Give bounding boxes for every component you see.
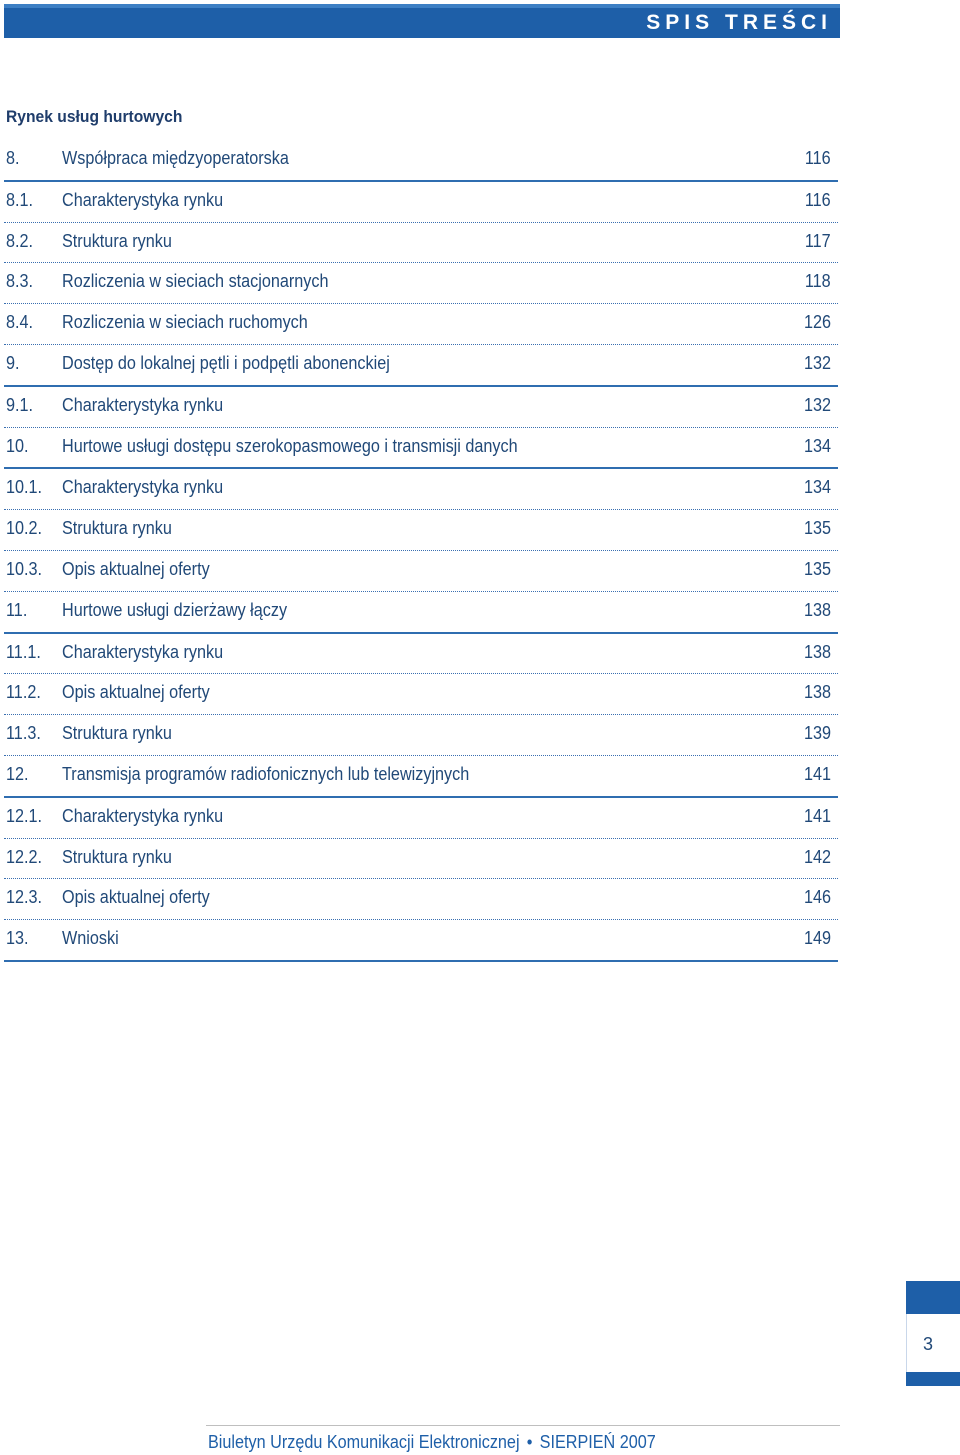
toc-entry-number: 12.2.: [6, 846, 43, 867]
toc-entry[interactable]: [4, 879, 838, 920]
footer: [208, 1432, 656, 1453]
toc-entry-title: Hurtowe usługi dostępu szerokopasmowego i transmisji danych: [62, 435, 518, 456]
toc-entry-page: 116: [805, 148, 831, 168]
toc-entry-page: 138: [803, 641, 831, 662]
toc-entry[interactable]: [4, 634, 838, 675]
toc-entry-page: 117: [805, 230, 831, 251]
toc-entry-page: 141: [803, 763, 831, 784]
toc-entry-title: Charakterystyka rynku: [62, 641, 224, 662]
toc-entry-title: Struktura rynku: [62, 846, 172, 867]
toc-entry-title: Hurtowe usługi dzierżawy łączy: [62, 599, 288, 620]
toc-entry[interactable]: [4, 674, 838, 715]
toc-entry-page: 138: [803, 682, 831, 703]
toc-entry[interactable]: [4, 345, 838, 387]
toc-entry-number: 8.3.: [6, 271, 34, 292]
toc-entry-number: 8.1.: [6, 189, 34, 210]
toc-entry-page: 118: [805, 271, 831, 292]
toc-entry[interactable]: [4, 223, 838, 264]
toc-entry-page: 132: [803, 394, 831, 415]
toc-entry-number: 9.1.: [6, 394, 34, 415]
toc-entry-number: 8.2.: [6, 230, 34, 251]
toc-entry-number: 10.1.: [6, 477, 43, 498]
toc-entry-number: 11.1.: [6, 641, 41, 662]
toc-entry-title: Wnioski: [62, 928, 119, 949]
header-title: SPIS TREŚCI: [646, 11, 832, 34]
toc-entry-number: 8.4.: [6, 312, 34, 333]
toc-entry-number: 10.3.: [6, 558, 43, 579]
toc-entry[interactable]: [4, 715, 838, 756]
toc-entry-number: 13.: [6, 928, 29, 949]
footer-separator: •: [526, 1432, 533, 1452]
toc-entry[interactable]: [4, 592, 838, 634]
footer-publication: Biuletyn Urzędu Komunikacji Elektronicznej: [208, 1432, 520, 1452]
toc-entry-page: 138: [803, 599, 831, 620]
toc-entry[interactable]: [4, 428, 838, 470]
toc-entry-number: 8.: [6, 148, 20, 168]
toc-entry-title: Charakterystyka rynku: [62, 189, 224, 210]
toc-entry[interactable]: [4, 510, 838, 551]
toc-entry-page: 134: [803, 435, 831, 456]
toc-entry-number: 10.2.: [6, 518, 43, 539]
toc-entry-title: Transmisja programów radiofonicznych lub telewizyjnych: [62, 763, 470, 784]
toc-entry[interactable]: [4, 798, 838, 839]
table-of-contents: [4, 140, 838, 962]
toc-entry-page: 146: [803, 887, 831, 908]
toc-entry-title: Opis aktualnej oferty: [62, 558, 210, 579]
footer-rule: [206, 1425, 840, 1426]
toc-entry[interactable]: [4, 304, 838, 345]
toc-entry-number: 9.: [6, 352, 20, 373]
toc-entry-number: 11.: [6, 599, 28, 620]
toc-entry-title: Struktura rynku: [62, 230, 172, 251]
toc-entry-number: 12.1.: [6, 805, 43, 826]
toc-entry-number: 11.2.: [6, 682, 41, 703]
toc-entry[interactable]: [4, 263, 838, 304]
toc-entry-page: 116: [805, 189, 831, 210]
toc-entry-page: 135: [803, 518, 831, 539]
toc-entry-number: 12.3.: [6, 887, 43, 908]
toc-entry-title: Charakterystyka rynku: [62, 394, 224, 415]
side-tab-bottom: [906, 1372, 960, 1386]
header-bar: [4, 4, 840, 38]
toc-entry[interactable]: [4, 387, 838, 428]
toc-entry-title: Opis aktualnej oferty: [62, 682, 210, 703]
toc-entry-title: Struktura rynku: [62, 518, 172, 539]
toc-entry-title: Charakterystyka rynku: [62, 477, 224, 498]
toc-entry-number: 11.3.: [6, 723, 41, 744]
toc-entry[interactable]: [4, 182, 838, 223]
side-tab-top: [906, 1281, 960, 1314]
page-number: 3: [922, 1334, 933, 1354]
toc-entry[interactable]: [4, 839, 838, 880]
toc-entry-page: 126: [803, 312, 831, 333]
toc-entry[interactable]: [4, 469, 838, 510]
toc-entry-title: Dostęp do lokalnej pętli i podpętli abonenckiej: [62, 352, 390, 373]
toc-entry-title: Struktura rynku: [62, 723, 172, 744]
toc-entry-page: 134: [803, 477, 831, 498]
toc-entry-number: 10.: [6, 435, 29, 456]
toc-entry-page: 142: [803, 846, 831, 867]
toc-entry[interactable]: [4, 756, 838, 798]
toc-entry-page: 141: [803, 805, 831, 826]
toc-entry-title: Rozliczenia w sieciach ruchomych: [62, 312, 308, 333]
footer-date: SIERPIEŃ 2007: [539, 1432, 656, 1452]
section-title: Rynek usług hurtowych: [6, 107, 183, 126]
toc-entry-title: Współpraca międzyoperatorska: [62, 148, 289, 168]
toc-entry-page: 139: [803, 723, 831, 744]
toc-entry-title: Charakterystyka rynku: [62, 805, 224, 826]
toc-entry-title: Opis aktualnej oferty: [62, 887, 210, 908]
toc-entry[interactable]: [4, 551, 838, 592]
toc-entry-number: 12.: [6, 763, 29, 784]
toc-entry-title: Rozliczenia w sieciach stacjonarnych: [62, 271, 329, 292]
header-bar-highlight: [4, 4, 840, 8]
toc-entry[interactable]: [4, 920, 838, 962]
toc-entry-page: 149: [803, 928, 831, 949]
toc-entry-page: 132: [803, 352, 831, 373]
toc-entry[interactable]: [4, 140, 838, 182]
toc-entry-page: 135: [803, 558, 831, 579]
